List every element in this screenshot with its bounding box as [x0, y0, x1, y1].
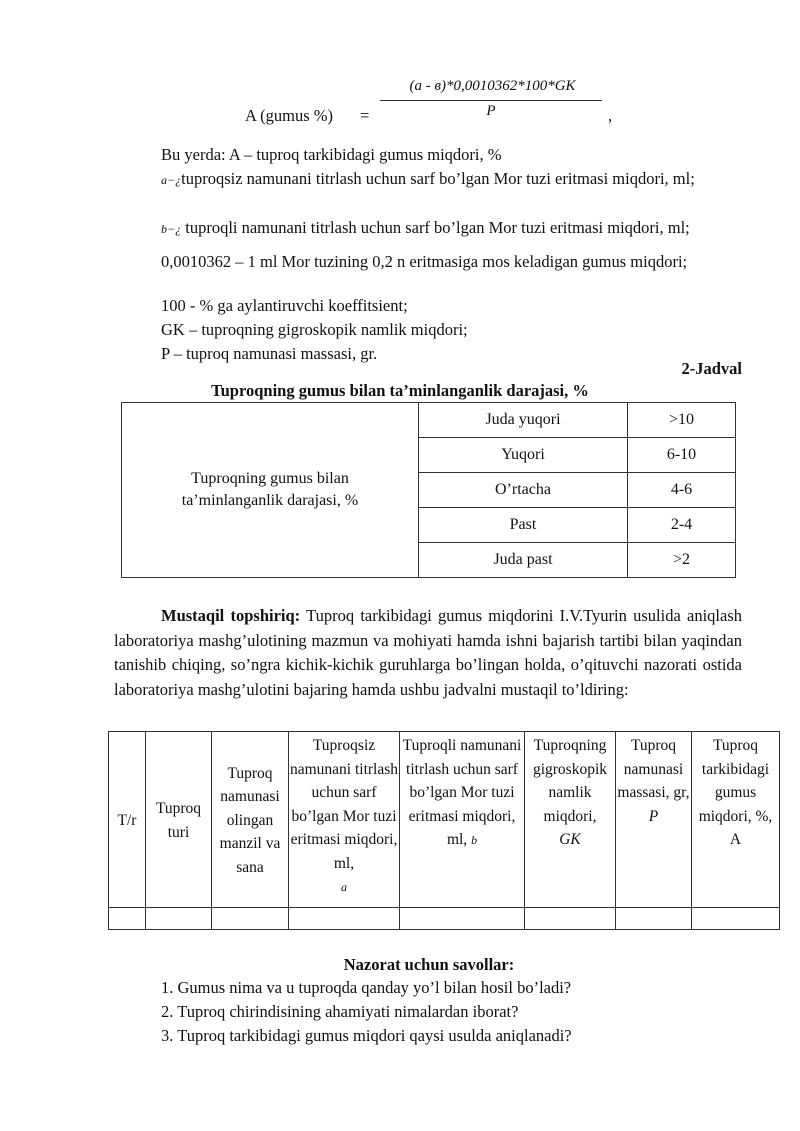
definition-100: 100 - % ga aylantiruvchi koeffitsient; — [161, 296, 408, 315]
definition-p: P – tuproq namunasi massasi, gr. — [161, 344, 378, 363]
gumus-level-table — [121, 402, 736, 578]
definition-a: a−¿tuproqsiz namunani titrlash uchun sarf bo’lgan Mor tuzi eritmasi miqdori, ml; — [161, 169, 695, 188]
col-gumus: Tuproq tarkibidagi gumus miqdori, %, A — [692, 732, 780, 908]
questions-title: Nazorat uchun savollar: — [343, 955, 515, 974]
empty-cell[interactable] — [289, 908, 400, 930]
definition-b: b−¿ tuproqli namunani titrlash uchun sarf bo’lgan Mor tuzi eritmasi miqdori, ml; — [161, 218, 690, 237]
formula-trailing-comma: , — [608, 106, 613, 125]
level-cell: Yuqori — [419, 438, 628, 473]
empty-cell[interactable] — [400, 908, 525, 930]
empty-cell[interactable] — [109, 908, 146, 930]
value-cell: 4-6 — [628, 473, 736, 508]
list-item: 3. Tuproq tarkibidagi gumus miqdori qaysi usulda aniqlanadi? — [161, 1026, 572, 1045]
col-gk: Tuproqning gigroskopik namlik miqdori, GK — [525, 732, 616, 908]
formula-denominator: P — [486, 103, 496, 119]
empty-cell[interactable] — [616, 908, 692, 930]
definition-constant: 0,0010362 – 1 ml Mor tuzining 0,2 n eritmasiga mos keladigan gumus miqdori; — [161, 252, 688, 271]
level-cell: Past — [419, 508, 628, 543]
symbol-a: a−¿ — [161, 173, 182, 187]
empty-cell[interactable] — [525, 908, 616, 930]
table-row-empty — [109, 908, 780, 930]
level-cell: Juda past — [419, 543, 628, 578]
col-a: Tuproqsiz namunani titrlash uchun sarf bo’lgan Mor tuzi eritmasi miqdori, ml, a — [289, 732, 400, 908]
formula-numerator: (a - в)*0,0010362*100*GK — [409, 78, 576, 94]
table-title: Tuproqning gumus bilan ta’minlanganlik darajasi, % — [211, 381, 589, 400]
empty-cell[interactable] — [692, 908, 780, 930]
col-p: Tuproq namunasi massasi, gr, P — [616, 732, 692, 908]
definition-gk: GK – tuproqning gigroskopik namlik miqdori; — [161, 320, 468, 339]
value-cell: 2-4 — [628, 508, 736, 543]
formula-lhs: A (gumus %) — [245, 106, 333, 125]
symbol-b: b−¿ — [161, 222, 182, 236]
col-sample-place: Tuproq namunasi olingan manzil va sana — [212, 732, 289, 908]
fraction-line — [380, 100, 602, 101]
task-paragraph — [114, 604, 742, 702]
table-row — [122, 403, 736, 438]
list-item: 2. Tuproq chirindisining ahamiyati nimalardan iborat? — [161, 1002, 519, 1021]
level-cell: Juda yuqori — [419, 403, 628, 438]
list-item: 1. Gumus nima va u tuproqda qanday yo’l bilan hosil bo’ladi? — [161, 978, 572, 997]
formula-equals: = — [360, 106, 370, 125]
empty-cell[interactable] — [146, 908, 212, 930]
task-heading: Mustaqil topshiriq: — [161, 606, 301, 625]
col-soil-type: Tuproq turi — [146, 732, 212, 908]
fill-in-table — [108, 731, 780, 930]
level-cell: O’rtacha — [419, 473, 628, 508]
value-cell: >2 — [628, 543, 736, 578]
col-tr: T/r — [109, 732, 146, 908]
table-header-row — [109, 732, 780, 908]
value-cell: 6-10 — [628, 438, 736, 473]
definition-intro: Bu yerda: A – tuproq tarkibidagi gumus miqdori, % — [161, 145, 502, 164]
table-label: 2-Jadval — [681, 359, 742, 378]
task-text: Tuproq tarkibidagi gumus miqdorini I.V.Tyurin usulida aniqlash laboratoriya mashg’ulotining mazmun va mohiyati hamda ishni bajarish tartibi bilan yaqindan tanishib chiqing, so’ngra kichik-kichik guruhlarga bo’lingan holda, o’qituvchi nazorati ostida laboratoriya mashg’ulotini bajaring hamda ushbu jadvalni mustaqil to’ldiring: — [114, 606, 743, 699]
empty-cell[interactable] — [212, 908, 289, 930]
col-b: Tuproqli namunani titrlash uchun sarf bo’lgan Mor tuzi eritmasi miqdori, ml, b — [400, 732, 525, 908]
questions-list — [161, 976, 761, 1048]
left-header-cell: Tuproqning gumus bilan ta’minlanganlik darajasi, % — [122, 403, 419, 578]
value-cell: >10 — [628, 403, 736, 438]
